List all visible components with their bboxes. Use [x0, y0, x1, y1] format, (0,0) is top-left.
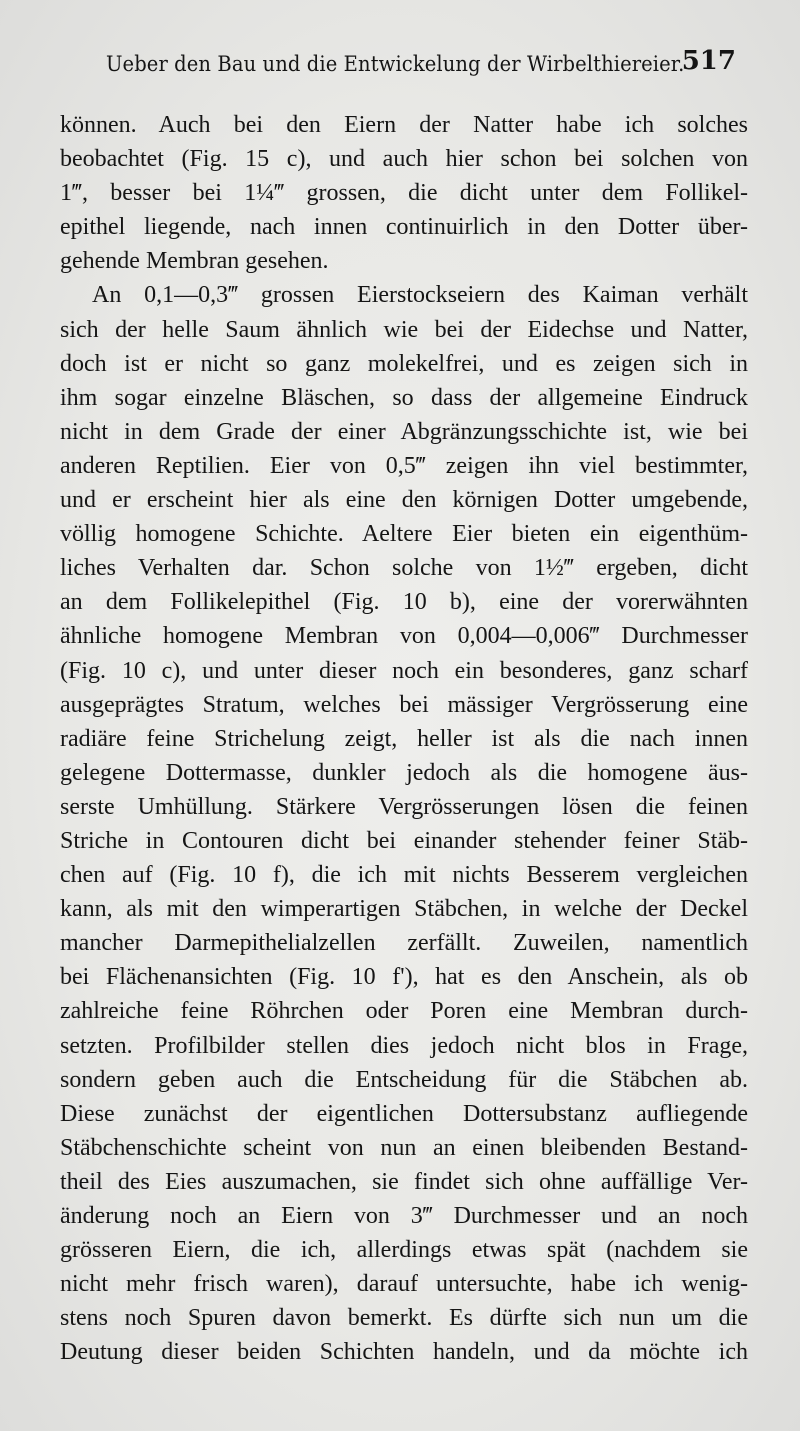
- text-line: sich der helle Saum ähnlich wie bei der Eidechse und Natter,: [60, 316, 748, 343]
- text-line: liches Verhalten dar. Schon solche von 1½‴ ergeben, dicht: [60, 555, 748, 582]
- text-line: (Fig. 10 c), und unter dieser noch ein besonderes, ganz scharf: [60, 657, 748, 684]
- text-line: radiäre feine Strichelung zeigt, heller ist als die nach innen: [60, 725, 748, 752]
- text-line: gelegene Dottermasse, dunkler jedoch als die homogene äus-: [60, 759, 748, 786]
- text-line: Striche in Contouren dicht bei einander stehender feiner Stäb-: [60, 827, 748, 854]
- text-line: kann, als mit den wimperartigen Stäbchen, in welche der Deckel: [60, 896, 748, 923]
- text-line: epithel liegende, nach innen continuirlich in den Dotter über-: [60, 214, 748, 241]
- text-line: grösseren Eiern, die ich, allerdings etwas spät (nachdem sie: [60, 1237, 748, 1264]
- text-line: Diese zunächst der eigentlichen Dottersubstanz aufliegende: [60, 1100, 748, 1127]
- text-line: können. Auch bei den Eiern der Natter habe ich solches: [60, 112, 748, 138]
- text-line: chen auf (Fig. 10 f), die ich mit nichts Besserem vergleichen: [60, 862, 748, 889]
- text-line: Stäbchenschichte scheint von nun an einen bleibenden Bestand-: [60, 1134, 748, 1161]
- text-line: 1‴, besser bei 1¼‴ grossen, die dicht unter dem Follikel-: [60, 180, 748, 207]
- text-line: An 0,1—0,3‴ grossen Eierstockseiern des Kaiman verhält: [92, 282, 748, 309]
- text-line: nicht mehr frisch waren), darauf untersuchte, habe ich wenig-: [60, 1271, 748, 1298]
- page-number: 517: [681, 46, 736, 76]
- text-line: sondern geben auch die Entscheidung für die Stäbchen ab.: [60, 1066, 748, 1093]
- text-line: beobachtet (Fig. 15 c), und auch hier schon bei solchen von: [60, 146, 748, 173]
- text-line: änderung noch an Eiern von 3‴ Durchmesser und an noch: [60, 1203, 748, 1229]
- text-line: und er erscheint hier als eine den körnigen Dotter umgebende,: [60, 487, 748, 514]
- text-line: doch ist er nicht so ganz molekelfrei, und es zeigen sich in: [60, 350, 748, 377]
- text-line: ihm sogar einzelne Bläschen, so dass der allgemeine Eindruck: [60, 384, 748, 411]
- text-line: ähnliche homogene Membran von 0,004—0,006‴ Durchmesser: [60, 623, 748, 650]
- text-line: stens noch Spuren davon bemerkt. Es dürfte sich nun um die: [60, 1305, 748, 1332]
- text-line: bei Flächenansichten (Fig. 10 f'), hat es den Anschein, als ob: [60, 964, 748, 991]
- text-line: mancher Darmepithelialzellen zerfällt. Zuweilen, namentlich: [60, 930, 748, 957]
- text-line: anderen Reptilien. Eier von 0,5‴ zeigen ihn viel bestimmter,: [60, 452, 748, 479]
- text-line: setzten. Profilbilder stellen dies jedoch nicht blos in Frage,: [60, 1032, 748, 1059]
- text-line: theil des Eies auszumachen, sie findet sich ohne auffällige Ver-: [60, 1168, 748, 1195]
- running-head-title: Ueber den Bau und die Entwickelung der Wirbelthiereier.: [106, 52, 685, 76]
- text-line: nicht in dem Grade der einer Abgränzungsschichte ist, wie bei: [60, 418, 748, 445]
- text-line: völlig homogene Schichte. Aeltere Eier bieten ein eigenthüm-: [60, 521, 748, 548]
- text-line: Deutung dieser beiden Schichten handeln, und da möchte ich: [60, 1339, 748, 1366]
- text-line: zahlreiche feine Röhrchen oder Poren eine Membran durch-: [60, 998, 748, 1025]
- text-line: an dem Follikelepithel (Fig. 10 b), eine der vorerwähnten: [60, 589, 748, 616]
- text-line: gehende Membran gesehen.: [60, 248, 329, 275]
- running-head: [64, 48, 740, 84]
- body-text: [60, 108, 748, 1369]
- text-line: ausgeprägtes Stratum, welches bei mässiger Vergrösserung eine: [60, 691, 748, 718]
- text-line: serste Umhüllung. Stärkere Vergrösserungen lösen die feinen: [60, 793, 748, 820]
